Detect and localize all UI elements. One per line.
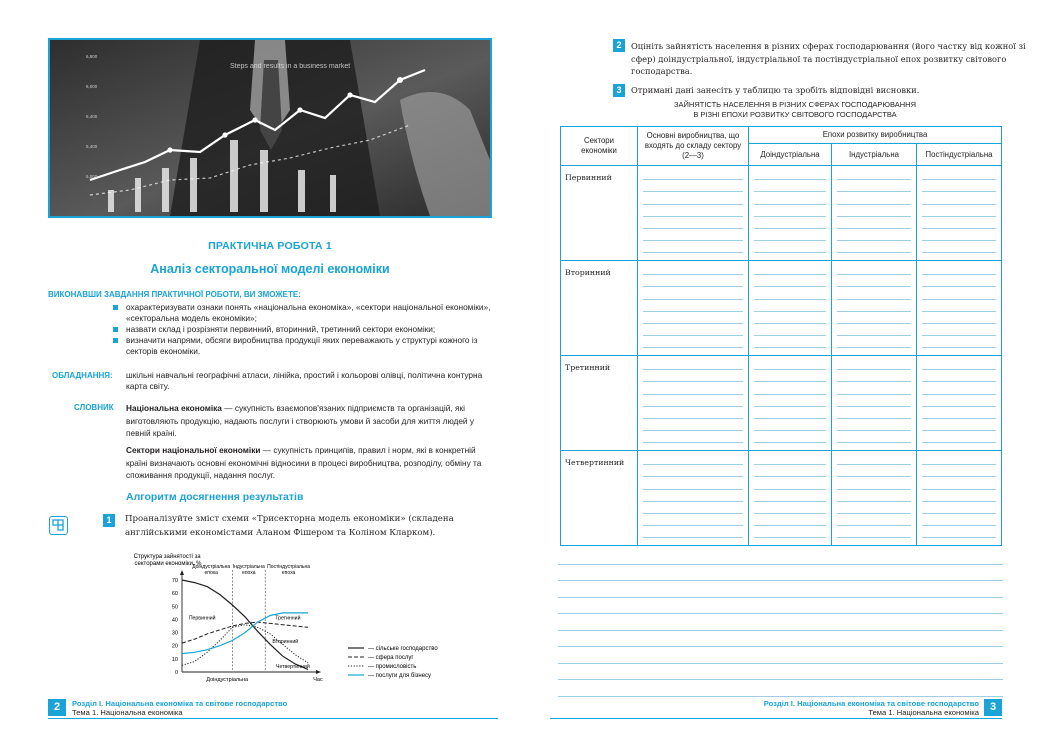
goals-heading: ВИКОНАВШИ ЗАВДАННЯ ПРАКТИЧНОЇ РОБОТИ, ВИ ЗМОЖЕТЕ: bbox=[48, 290, 301, 299]
writing-line bbox=[643, 358, 743, 370]
writing-line bbox=[922, 358, 996, 370]
writing-line bbox=[754, 205, 826, 217]
writing-line bbox=[837, 465, 911, 477]
writing-line bbox=[754, 477, 826, 489]
writing-cell[interactable] bbox=[749, 166, 832, 261]
writing-line bbox=[837, 502, 911, 514]
writing-line bbox=[837, 453, 911, 465]
writing-line bbox=[837, 263, 911, 275]
writing-line bbox=[754, 263, 826, 275]
goals-list bbox=[112, 302, 494, 357]
writing-line bbox=[837, 514, 911, 526]
writing-line bbox=[643, 370, 743, 382]
writing-line bbox=[643, 168, 743, 180]
writing-line bbox=[558, 664, 1003, 681]
writing-line bbox=[922, 263, 996, 275]
sector-region-label: Третинний bbox=[275, 615, 301, 622]
definition-text: — сукупність взаємопов'язаних підприємств та організацій, які виготовляють продукцію, надають послуги і створюють умови й засоби для життя людей у певній країні. bbox=[126, 403, 475, 438]
legend-label: — сфера послуг bbox=[368, 655, 414, 661]
writing-line bbox=[922, 431, 996, 443]
legend-label: — промисловість bbox=[368, 664, 417, 670]
y-tick-label: 70 bbox=[171, 578, 178, 584]
writing-line bbox=[922, 370, 996, 382]
writing-line bbox=[837, 300, 911, 312]
footer-section: Розділ І. Національна економіка та світове господарство bbox=[72, 699, 288, 708]
writing-line bbox=[837, 275, 911, 287]
writing-line bbox=[837, 229, 911, 241]
sector-name: Четвертинний bbox=[561, 451, 638, 546]
writing-line bbox=[754, 465, 826, 477]
photo-overlay-text: Steps and results in a business market bbox=[230, 63, 351, 70]
writing-line bbox=[837, 358, 911, 370]
photo-tick-4: 5,400 bbox=[86, 144, 98, 149]
writing-line bbox=[754, 453, 826, 465]
writing-line bbox=[837, 370, 911, 382]
writing-line bbox=[643, 217, 743, 229]
epoch-label-line: епоха bbox=[242, 570, 256, 576]
writing-cell[interactable] bbox=[638, 356, 749, 451]
writing-line bbox=[643, 229, 743, 241]
photo-tick-1: 6,800 bbox=[86, 54, 98, 59]
writing-cell[interactable] bbox=[917, 451, 1002, 546]
writing-line bbox=[922, 514, 996, 526]
writing-line bbox=[837, 477, 911, 489]
writing-line bbox=[754, 275, 826, 287]
y-tick-label: 50 bbox=[171, 604, 178, 611]
writing-line bbox=[922, 419, 996, 431]
writing-line bbox=[837, 217, 911, 229]
writing-line bbox=[643, 431, 743, 443]
writing-line bbox=[558, 614, 1003, 631]
task-number-2: 2 bbox=[613, 39, 625, 52]
goal-item: визначити напрями, обсяги виробництва продукції яких переважають у структурі кожного із секторів економіки. bbox=[112, 335, 494, 357]
task-2-text: Оцініть зайнятість населення в різних сферах господарювання (його частку від кожної зі сфер) доіндустріальної, індустріальної та постіндустріальної епох розвитку світового господарства. bbox=[631, 41, 1026, 76]
writing-line bbox=[558, 598, 1003, 615]
writing-cell[interactable] bbox=[832, 451, 917, 546]
page-number: 3 bbox=[984, 699, 1002, 716]
y-tick-label: 20 bbox=[171, 643, 178, 650]
epoch-label bbox=[233, 564, 265, 576]
analysis-task-icon bbox=[49, 516, 68, 535]
writing-line bbox=[643, 502, 743, 514]
writing-line bbox=[558, 647, 1003, 664]
writing-line bbox=[922, 407, 996, 419]
dictionary-label: СЛОВНИК bbox=[74, 403, 114, 412]
writing-line bbox=[754, 395, 826, 407]
writing-line bbox=[754, 300, 826, 312]
writing-cell[interactable] bbox=[832, 166, 917, 261]
writing-line bbox=[837, 241, 911, 253]
y-axis-arrow bbox=[180, 570, 184, 575]
writing-line bbox=[922, 275, 996, 287]
equipment-label: ОБЛАДНАННЯ: bbox=[52, 371, 113, 380]
writing-line bbox=[754, 526, 826, 538]
writing-line bbox=[837, 395, 911, 407]
epoch-label-line: Індустріальна bbox=[232, 564, 265, 570]
writing-line bbox=[754, 192, 826, 204]
writing-line bbox=[643, 324, 743, 336]
sector-region-label: Четвертинний bbox=[276, 664, 310, 671]
writing-line bbox=[922, 217, 996, 229]
writing-line bbox=[922, 477, 996, 489]
writing-line bbox=[643, 336, 743, 348]
header-epoch-postindustrial: Постіндустріальна bbox=[917, 144, 1002, 166]
task-number-1: 1 bbox=[103, 514, 115, 527]
table-row bbox=[561, 166, 1002, 261]
writing-line bbox=[754, 382, 826, 394]
writing-cell[interactable] bbox=[749, 356, 832, 451]
header-epoch-preindustrial: Доіндустріальна bbox=[749, 144, 832, 166]
epoch-label-line: Доіндустріальна bbox=[192, 564, 231, 570]
table-row bbox=[561, 356, 1002, 451]
writing-line bbox=[754, 168, 826, 180]
photo-tick-5: 5,000 bbox=[86, 174, 98, 179]
writing-line bbox=[754, 370, 826, 382]
photo-tick-3: 6,400 bbox=[86, 114, 98, 119]
writing-line bbox=[558, 581, 1003, 598]
writing-line bbox=[837, 168, 911, 180]
equipment-text: шкільні навчальні географічні атласи, лінійка, простий і кольорові олівці, політична контурна карта світу. bbox=[126, 370, 483, 391]
writing-line bbox=[837, 287, 911, 299]
writing-line bbox=[643, 263, 743, 275]
table-title-line: ЗАЙНЯТІСТЬ НАСЕЛЕННЯ В РІЗНИХ СФЕРАХ ГОСПОДАРЮВАННЯ bbox=[673, 100, 917, 109]
writing-line bbox=[837, 382, 911, 394]
writing-line bbox=[922, 395, 996, 407]
writing-cell[interactable] bbox=[749, 451, 832, 546]
y-tick-label: 60 bbox=[171, 591, 178, 598]
legend-label: — сільське господарство bbox=[368, 646, 438, 652]
footer-topic: Тема 1. Національна економіка bbox=[72, 708, 183, 717]
answer-lines[interactable] bbox=[558, 548, 1003, 697]
writing-line bbox=[754, 502, 826, 514]
business-chart-photo bbox=[48, 38, 492, 218]
writing-line bbox=[837, 431, 911, 443]
writing-line bbox=[837, 419, 911, 431]
writing-line bbox=[922, 502, 996, 514]
writing-line bbox=[922, 241, 996, 253]
writing-line bbox=[922, 465, 996, 477]
writing-cell[interactable] bbox=[917, 261, 1002, 356]
writing-line bbox=[754, 490, 826, 502]
writing-line bbox=[643, 241, 743, 253]
y-tick-label: 0 bbox=[174, 670, 178, 676]
writing-line bbox=[754, 229, 826, 241]
writing-line bbox=[754, 514, 826, 526]
writing-line bbox=[922, 192, 996, 204]
writing-line bbox=[922, 287, 996, 299]
writing-cell[interactable] bbox=[638, 451, 749, 546]
sector-region-label: Первинний bbox=[188, 615, 216, 622]
legend-label: — послуги для бізнесу bbox=[368, 673, 432, 679]
writing-line bbox=[922, 229, 996, 241]
table-title-line: В РІЗНІ ЕПОХИ РОЗВИТКУ СВІТОВОГО ГОСПОДАРСТВА bbox=[693, 109, 897, 119]
epoch-label-line: епоха bbox=[204, 570, 218, 576]
writing-line bbox=[922, 336, 996, 348]
writing-line bbox=[643, 382, 743, 394]
definition-national-economy bbox=[126, 402, 494, 440]
writing-line bbox=[922, 490, 996, 502]
writing-line bbox=[837, 324, 911, 336]
writing-line bbox=[922, 324, 996, 336]
practical-work-title: ПРАКТИЧНА РОБОТА 1 bbox=[208, 240, 332, 252]
writing-cell[interactable] bbox=[832, 261, 917, 356]
page-number: 2 bbox=[48, 699, 66, 716]
writing-line bbox=[643, 419, 743, 431]
writing-cell[interactable] bbox=[638, 261, 749, 356]
writing-line bbox=[922, 168, 996, 180]
photo-tick-2: 6,000 bbox=[86, 84, 98, 89]
definition-term: Національна економіка bbox=[126, 403, 222, 413]
writing-line bbox=[643, 465, 743, 477]
footer-rule bbox=[550, 718, 1002, 719]
writing-line bbox=[643, 395, 743, 407]
writing-cell[interactable] bbox=[638, 166, 749, 261]
epoch-label-line: Постіндустріальна bbox=[267, 564, 311, 570]
writing-line bbox=[922, 180, 996, 192]
footer-rule bbox=[48, 718, 498, 719]
employment-table bbox=[560, 126, 1002, 546]
algorithm-heading: Алгоритм досягнення результатів bbox=[126, 491, 304, 503]
writing-line bbox=[754, 217, 826, 229]
writing-line bbox=[754, 180, 826, 192]
writing-line bbox=[643, 192, 743, 204]
writing-line bbox=[837, 407, 911, 419]
writing-line bbox=[754, 287, 826, 299]
goal-item: назвати склад і розрізняти первинний, вторинний, третинний сектори економіки; bbox=[112, 324, 494, 335]
writing-cell[interactable] bbox=[917, 166, 1002, 261]
sector-name: Первинний bbox=[561, 166, 638, 261]
series-line-1 bbox=[182, 580, 308, 669]
writing-line bbox=[643, 453, 743, 465]
epoch-label bbox=[267, 564, 310, 576]
writing-line bbox=[754, 431, 826, 443]
writing-line bbox=[837, 312, 911, 324]
writing-line bbox=[643, 312, 743, 324]
epoch-label-line: епоха bbox=[281, 570, 296, 576]
y-tick-label: 10 bbox=[171, 656, 178, 663]
header-epochs: Епохи розвитку виробництва bbox=[749, 127, 1002, 144]
writing-cell[interactable] bbox=[832, 356, 917, 451]
writing-line bbox=[837, 205, 911, 217]
writing-line bbox=[837, 336, 911, 348]
footer-topic: Тема 1. Національна економіка bbox=[868, 708, 979, 717]
writing-line bbox=[643, 287, 743, 299]
task-3-text: Отримані дані занесіть у таблицю та зробіть відповідні висновки. bbox=[631, 85, 920, 95]
writing-cell[interactable] bbox=[917, 356, 1002, 451]
writing-cell[interactable] bbox=[749, 261, 832, 356]
writing-line bbox=[558, 548, 1003, 565]
writing-line bbox=[558, 631, 1003, 648]
definition-economy-sectors bbox=[126, 444, 494, 482]
chart-title-line: Структура зайнятості за bbox=[133, 554, 201, 560]
header-branches: Основні виробництва, що входять до складу сектору (2—3) bbox=[638, 127, 749, 166]
writing-line bbox=[558, 565, 1003, 582]
writing-line bbox=[922, 526, 996, 538]
definition-text: — сукупність принципів, правил і норм, які в конкретній країні визначають основні економічні відносини в процесі виробництва, розподілу, обміну та споживання продукції, надання послуг. bbox=[126, 445, 482, 480]
writing-line bbox=[754, 241, 826, 253]
task-1-text: Проаналізуйте зміст схеми «Трисекторна модель економіки» (складена англійськими економістами Аланом Фішером та Коліном Кларком). bbox=[125, 514, 454, 538]
goal-item: охарактеризувати ознаки понять «національна економіка», «сектори національної економіки», «секторальна модель економіки»; bbox=[112, 302, 494, 324]
x-tick-label: Доіндустріальна bbox=[206, 677, 249, 683]
footer-section: Розділ І. Національна економіка та світове господарство bbox=[763, 699, 979, 708]
writing-line bbox=[643, 477, 743, 489]
writing-line bbox=[754, 419, 826, 431]
writing-line bbox=[922, 312, 996, 324]
right-page bbox=[525, 0, 1050, 743]
chart-title-line: секторами економіки, % bbox=[134, 561, 202, 567]
writing-line bbox=[837, 526, 911, 538]
table-title bbox=[585, 100, 1005, 119]
writing-line bbox=[754, 312, 826, 324]
writing-line bbox=[643, 205, 743, 217]
writing-line bbox=[643, 526, 743, 538]
writing-line bbox=[643, 514, 743, 526]
table-row bbox=[561, 451, 1002, 546]
writing-line bbox=[754, 324, 826, 336]
writing-line bbox=[922, 453, 996, 465]
table-row bbox=[561, 261, 1002, 356]
writing-line bbox=[754, 358, 826, 370]
sector-name: Третинний bbox=[561, 356, 638, 451]
writing-line bbox=[837, 180, 911, 192]
writing-line bbox=[643, 180, 743, 192]
writing-line bbox=[837, 490, 911, 502]
three-sector-model-chart bbox=[110, 548, 470, 690]
writing-line bbox=[643, 407, 743, 419]
sector-region-label: Вторинний bbox=[272, 639, 299, 646]
writing-line bbox=[754, 336, 826, 348]
y-tick-label: 30 bbox=[171, 630, 178, 637]
task-number-3: 3 bbox=[613, 84, 625, 97]
writing-line bbox=[754, 407, 826, 419]
writing-line bbox=[643, 490, 743, 502]
header-sectors: Сектори економіки bbox=[561, 127, 638, 166]
epoch-label bbox=[192, 564, 230, 576]
x-axis-arrow bbox=[316, 670, 321, 674]
definition-term: Сектори національної економіки bbox=[126, 445, 261, 455]
writing-line bbox=[922, 300, 996, 312]
header-epoch-industrial: Індустріальна bbox=[832, 144, 917, 166]
writing-line bbox=[837, 192, 911, 204]
sector-name: Вторинний bbox=[561, 261, 638, 356]
writing-line bbox=[558, 680, 1003, 697]
practical-work-subtitle: Аналіз секторальної моделі економіки bbox=[150, 262, 390, 276]
writing-line bbox=[922, 205, 996, 217]
y-tick-label: 40 bbox=[171, 617, 178, 624]
writing-line bbox=[643, 300, 743, 312]
writing-line bbox=[922, 382, 996, 394]
x-axis-label: Час bbox=[313, 677, 323, 683]
writing-line bbox=[643, 275, 743, 287]
